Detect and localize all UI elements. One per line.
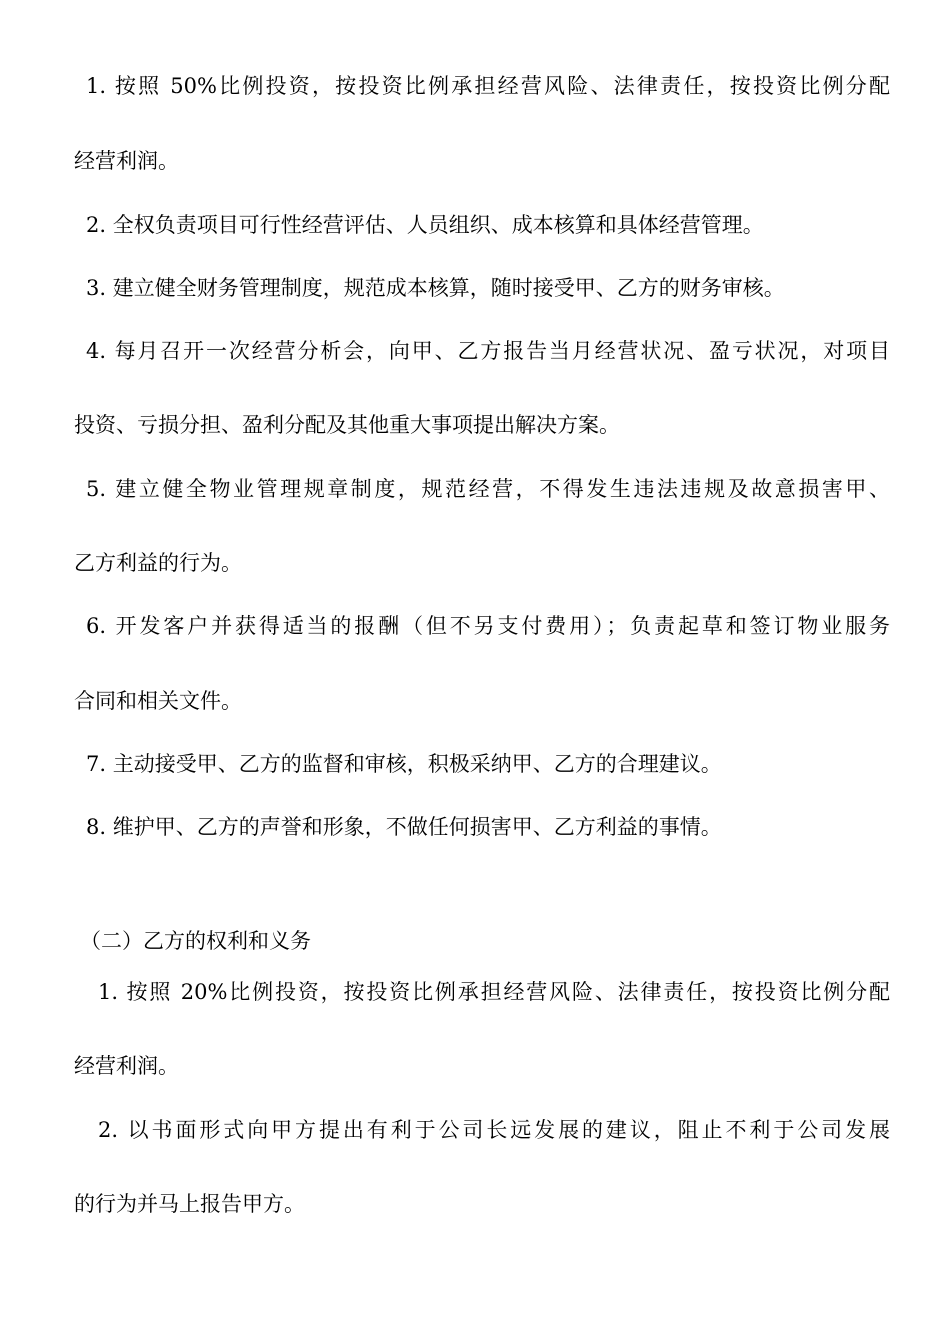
item-5-line-2: 乙方利益的行为。 [74,551,242,575]
section-two-item-2-line-1: 2. 以书面形式向甲方提出有利于公司长远发展的建议，阻止不利于公司发展 [98,1118,890,1142]
item-6-line-2: 合同和相关文件。 [74,689,242,713]
item-5-line-1: 5. 建立健全物业管理规章制度，规范经营，不得发生违法违规及故意损害甲、 [86,477,890,501]
section-two-item-2-line-2: 的行为并马上报告甲方。 [74,1192,305,1216]
item-4-line-1: 4. 每月召开一次经营分析会，向甲、乙方报告当月经营状况、盈亏状况，对项目 [86,339,890,363]
item-8: 8. 维护甲、乙方的声誉和形象，不做任何损害甲、乙方利益的事情。 [86,815,722,839]
item-3: 3. 建立健全财务管理制度，规范成本核算，随时接受甲、乙方的财务审核。 [86,276,785,300]
section-two-heading: （二）乙方的权利和义务 [80,929,311,953]
item-1-line-2: 经营利润。 [74,149,179,173]
item-1-line-1: 1. 按照 50%比例投资，按投资比例承担经营风险、法律责任，按投资比例分配 [86,74,890,98]
item-2: 2. 全权负责项目可行性经营评估、人员组织、成本核算和具体经营管理。 [86,213,764,237]
item-6-line-1: 6. 开发客户并获得适当的报酬（但不另支付费用）；负责起草和签订物业服务 [86,614,890,638]
section-two-item-1-line-2: 经营利润。 [74,1054,179,1078]
item-4-line-2: 投资、亏损分担、盈利分配及其他重大事项提出解决方案。 [74,413,620,437]
item-7: 7. 主动接受甲、乙方的监督和审核，积极采纳甲、乙方的合理建议。 [86,752,722,776]
section-two-item-1-line-1: 1. 按照 20%比例投资，按投资比例承担经营风险、法律责任，按投资比例分配 [98,980,890,1004]
